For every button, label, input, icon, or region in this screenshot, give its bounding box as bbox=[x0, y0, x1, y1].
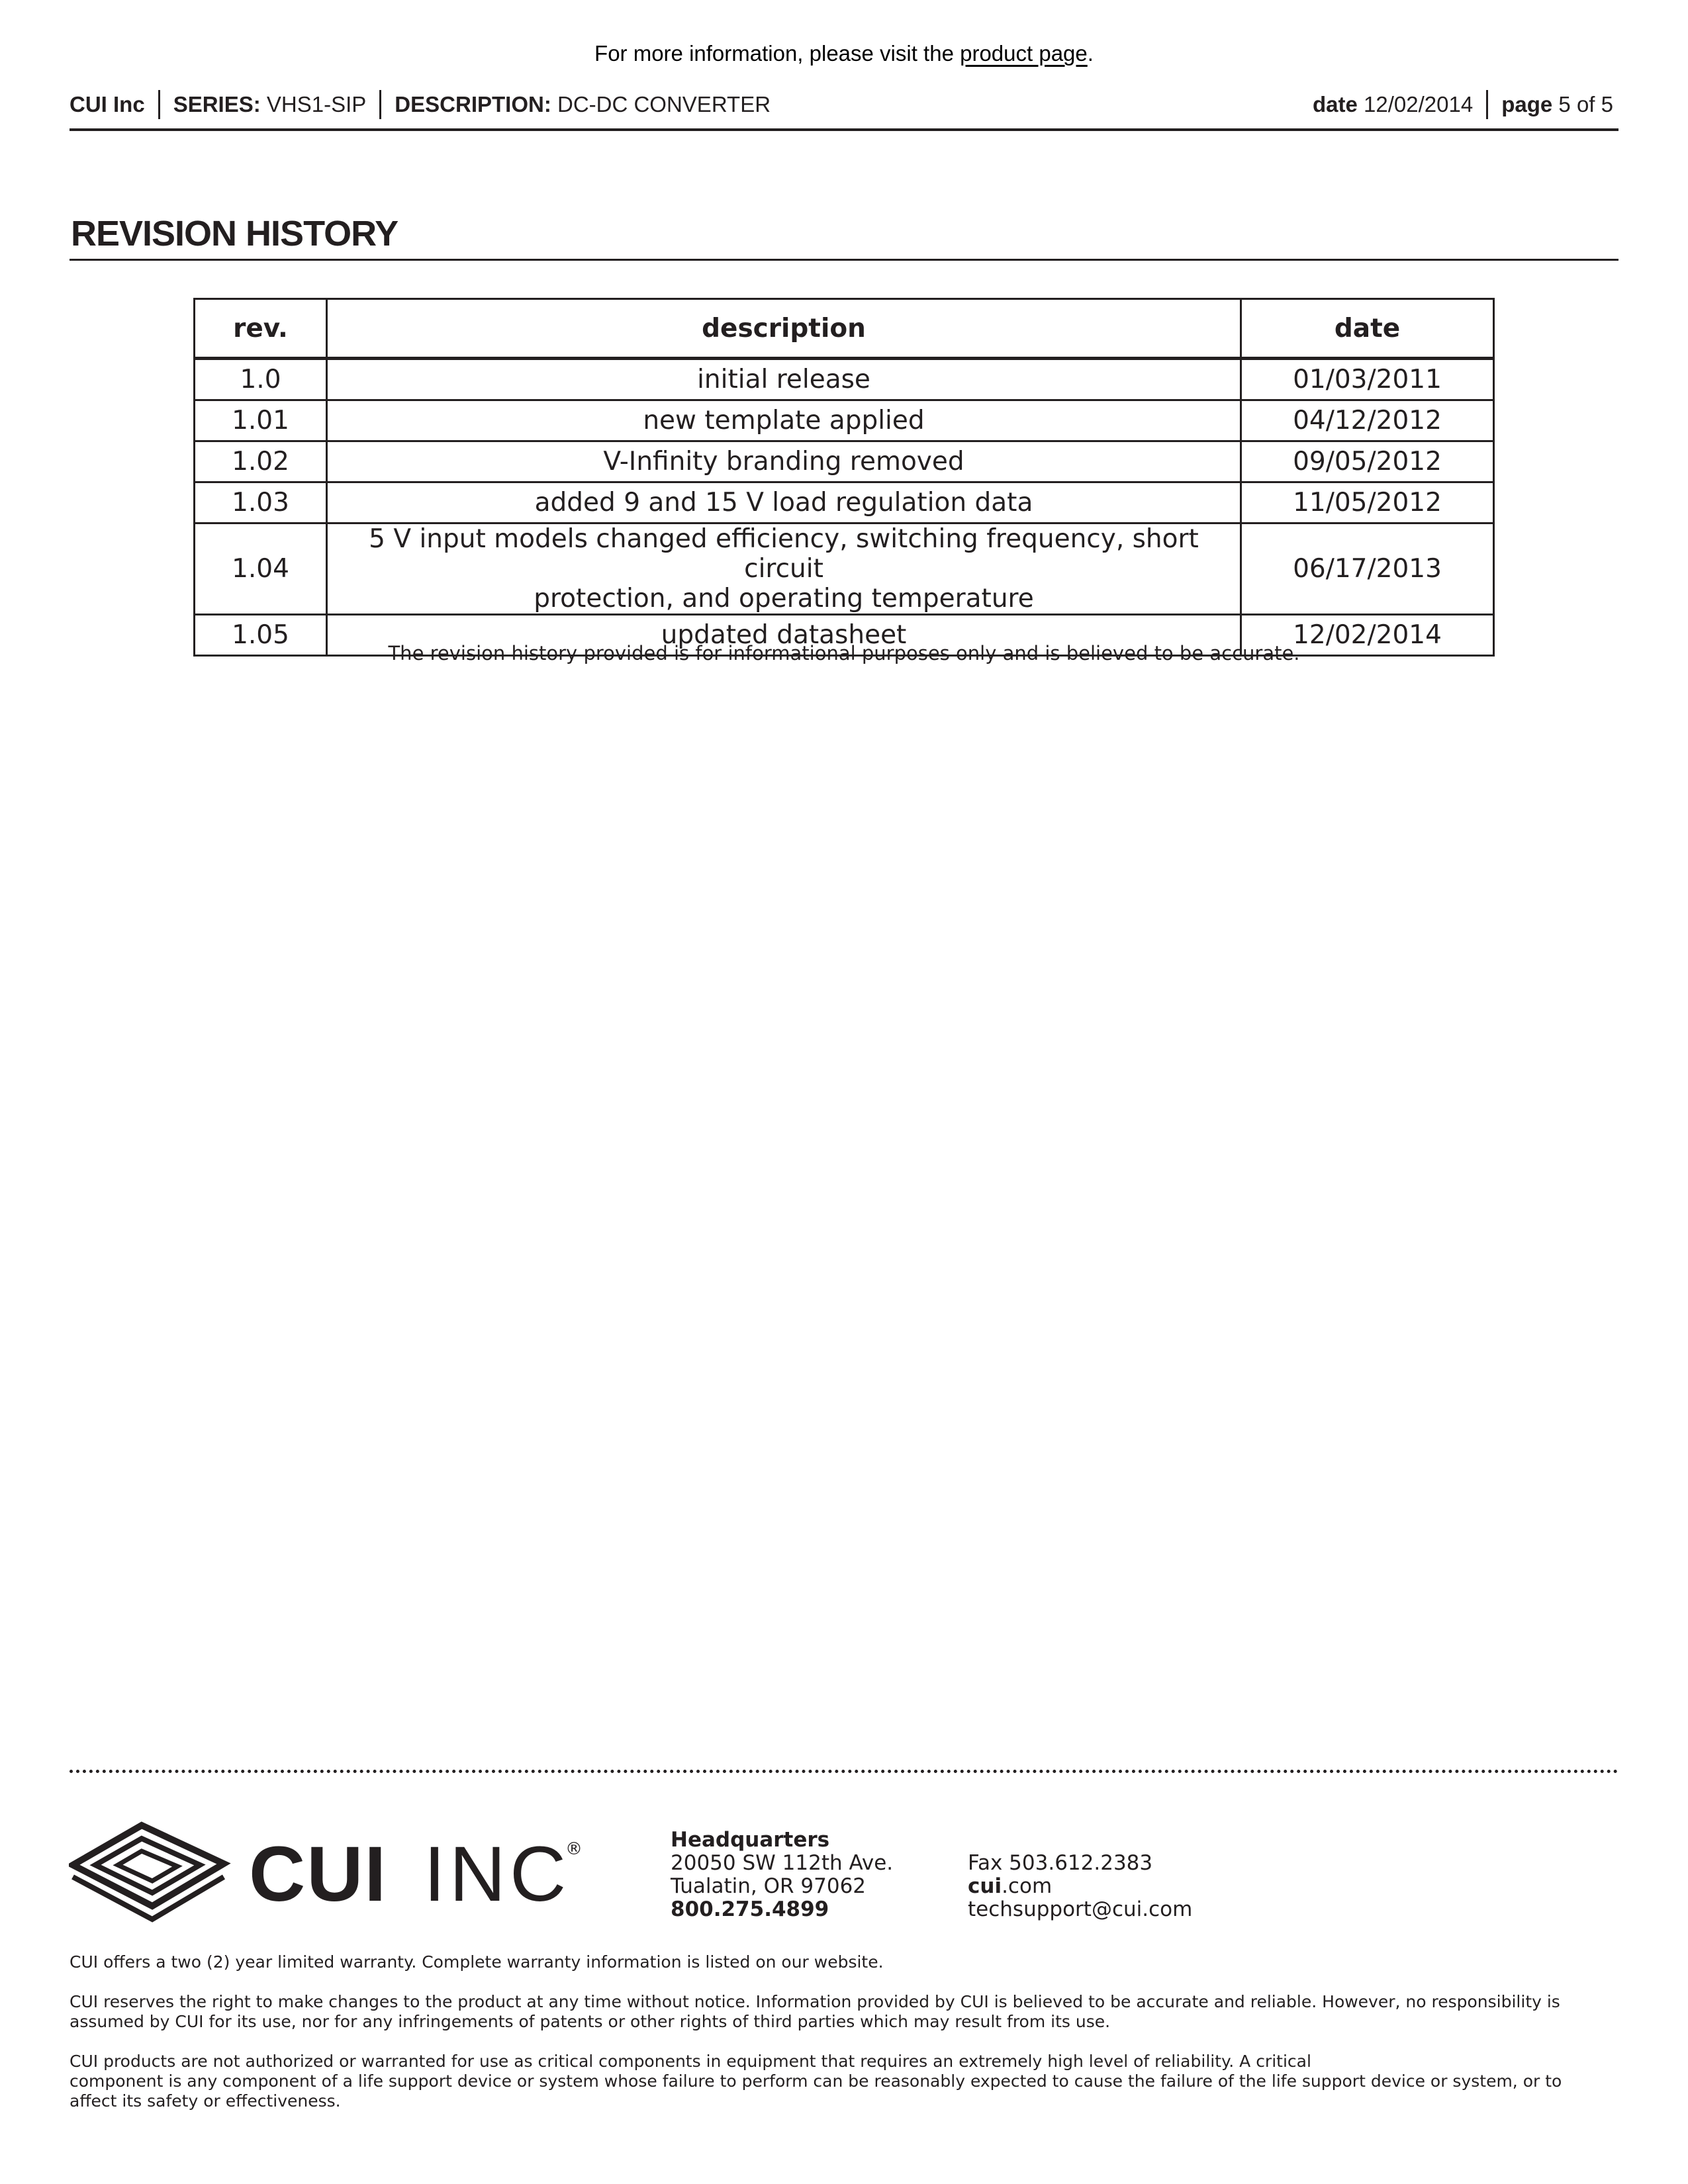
hq-address-line: Tualatin, OR 97062 bbox=[671, 1874, 867, 1898]
series-value: VHS1-SIP bbox=[266, 92, 367, 116]
cell-rev: 1.05 bbox=[195, 615, 327, 656]
cell-rev: 1.0 bbox=[195, 359, 327, 400]
product-page-link[interactable]: product page bbox=[960, 41, 1088, 66]
critical-use-line: component is any component of a life support device or system whose failure to perform can be reasonably expected to cause the failure of the life support device or system, or to bbox=[70, 2071, 1562, 2091]
logo-text-cui: CUI bbox=[249, 1831, 388, 1918]
description-line: 5 V input models changed efficiency, switching frequency, short circuit bbox=[369, 524, 1199, 584]
contact-block bbox=[968, 1852, 1192, 1921]
cell-rev: 1.04 bbox=[195, 523, 327, 615]
critical-use-line: affect its safety or effectiveness. bbox=[70, 2091, 341, 2111]
cell-description bbox=[327, 523, 1241, 615]
critical-use-text bbox=[70, 2052, 1618, 2111]
critical-use-line: CUI products are not authorized or warranted for use as critical components in equipment that requires an extremely high level of reliability. A critical bbox=[70, 2052, 1311, 2071]
cell-date: 12/02/2014 bbox=[1241, 615, 1494, 656]
date-label: date bbox=[1313, 92, 1358, 116]
registered-mark: ® bbox=[565, 1839, 583, 1859]
table-row bbox=[195, 482, 1494, 523]
cell-date: 09/05/2012 bbox=[1241, 441, 1494, 482]
table-row bbox=[195, 441, 1494, 482]
series-label: SERIES: bbox=[173, 92, 261, 116]
table-header-row bbox=[195, 299, 1494, 359]
description-label: DESCRIPTION: bbox=[395, 92, 551, 116]
hq-title: Headquarters bbox=[671, 1828, 830, 1852]
disclaimer-line: CUI reserves the right to make changes to the product at any time without notice. Information provided by CUI is believed to be accurate and reliable. However, no responsibility is bbox=[70, 1992, 1560, 2011]
cell-description: initial release bbox=[327, 359, 1241, 400]
disclaimer-line: assumed by CUI for its use, nor for any infringements of patents or other rights of third parties which may result from its use. bbox=[70, 2012, 1111, 2031]
hq-phone: 800.275.4899 bbox=[671, 1897, 829, 1921]
revision-note: The revision history provided is for informational purposes only and is believed to be accurate. bbox=[388, 642, 1300, 664]
cell-date: 06/17/2013 bbox=[1241, 523, 1494, 615]
cell-rev: 1.03 bbox=[195, 482, 327, 523]
table-row bbox=[195, 523, 1494, 615]
date-value: 12/02/2014 bbox=[1364, 92, 1474, 116]
website-link[interactable] bbox=[968, 1875, 1192, 1898]
cell-description: added 9 and 15 V load regulation data bbox=[327, 482, 1241, 523]
info-suffix: . bbox=[1087, 41, 1094, 66]
logo-text-inc: INC bbox=[424, 1831, 571, 1918]
support-email[interactable]: techsupport@cui.com bbox=[968, 1897, 1193, 1921]
company-name: CUI Inc bbox=[70, 92, 145, 116]
cell-rev: 1.01 bbox=[195, 400, 327, 441]
fax-number: Fax 503.612.2383 bbox=[968, 1851, 1153, 1875]
cell-description: V-Infinity branding removed bbox=[327, 441, 1241, 482]
cui-stacked-layers-icon bbox=[73, 1825, 224, 1919]
header-left bbox=[70, 90, 771, 119]
disclaimer-text bbox=[70, 1992, 1618, 2032]
header-rule bbox=[70, 128, 1618, 131]
website-bold: cui bbox=[968, 1874, 1002, 1898]
cell-date: 01/03/2011 bbox=[1241, 359, 1494, 400]
page-value: 5 of 5 bbox=[1558, 92, 1613, 116]
cell-date: 11/05/2012 bbox=[1241, 482, 1494, 523]
description-value: DC-DC CONVERTER bbox=[557, 92, 771, 116]
revision-history-table bbox=[193, 298, 1495, 657]
header-right bbox=[1313, 90, 1613, 119]
section-rule bbox=[70, 259, 1618, 261]
table-row bbox=[195, 359, 1494, 400]
info-prefix: For more information, please visit the bbox=[594, 41, 961, 66]
cell-description: new template applied bbox=[327, 400, 1241, 441]
document-header bbox=[70, 85, 1618, 122]
cell-rev: 1.02 bbox=[195, 441, 327, 482]
hq-address-line: 20050 SW 112th Ave. bbox=[671, 1851, 894, 1875]
header-rev: rev. bbox=[195, 299, 327, 359]
website-rest: .com bbox=[1002, 1874, 1053, 1898]
description-line: protection, and operating temperature bbox=[534, 584, 1034, 614]
cui-logo bbox=[69, 1813, 585, 1926]
table-row bbox=[195, 400, 1494, 441]
warranty-text: CUI offers a two (2) year limited warranty. Complete warranty information is listed on our website. bbox=[70, 1952, 884, 1972]
cell-description: updated datasheet bbox=[327, 615, 1241, 656]
header-date: date bbox=[1241, 299, 1494, 359]
footer-dotted-rule bbox=[70, 1770, 1618, 1773]
header-divider bbox=[158, 90, 160, 119]
header-description: description bbox=[327, 299, 1241, 359]
header-divider bbox=[1486, 90, 1488, 119]
page-label: page bbox=[1501, 92, 1553, 116]
product-info-line bbox=[0, 41, 1688, 66]
headquarters-block bbox=[671, 1829, 893, 1921]
cell-date: 04/12/2012 bbox=[1241, 400, 1494, 441]
header-divider bbox=[379, 90, 381, 119]
section-title: REVISION HISTORY bbox=[71, 214, 399, 253]
